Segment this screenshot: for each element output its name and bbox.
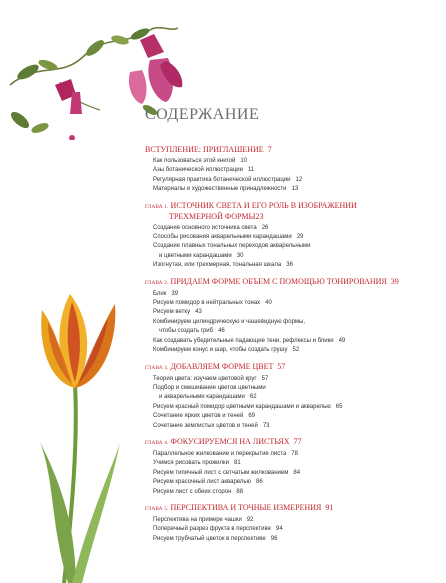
section-title: ПЕРСПЕКТИВА И ТОЧНЫЕ ИЗМЕРЕНИЯ	[170, 502, 322, 512]
section-page: 23	[255, 211, 264, 221]
toc-section-chapter-2	[145, 277, 441, 356]
section-heading	[145, 145, 441, 155]
section-heading	[145, 201, 441, 212]
section-page: 57	[277, 361, 286, 371]
toc-item: Как пользоваться этой книгой 10	[153, 158, 248, 164]
toc-item: Азы ботанической иллюстрации 11	[153, 167, 255, 174]
toc-item: Рисуем красный помидор цветными карандашами и акварелью 65	[153, 403, 343, 410]
toc-section-intro	[145, 145, 441, 195]
toc-item: Способы рисования акварельными карандашами 29	[153, 234, 304, 241]
toc-item: Изогнутая, или трехмерная, тональная шкала 36	[153, 262, 293, 269]
toc-item-continued: чтобы создать гриб 46	[159, 328, 225, 335]
toc-item: Рисуем красочный лист акварелью 86	[153, 479, 263, 486]
toc-item: Учимся рисовать прожилки 81	[153, 460, 241, 467]
chapter-prefix: ГЛАВА 4.	[145, 439, 169, 446]
section-page: 91	[325, 502, 334, 512]
toc-item: Рисуем трубчатый цветок в перспективе 96	[153, 535, 278, 542]
toc-item: Перспектива на примере чашки 92	[153, 516, 254, 523]
toc-item: Регулярная практика ботанической иллюстрации 12	[153, 176, 303, 183]
toc-section-chapter-4	[145, 437, 441, 497]
section-heading	[145, 362, 441, 373]
toc-item: Рисуем лист с обеих сторон 88	[153, 488, 244, 495]
section-page: 77	[293, 436, 302, 446]
toc-section-chapter-1	[145, 201, 441, 271]
section-title-line-2: ТРЕХМЕРНОЙ ФОРМЫ	[169, 211, 256, 221]
toc-item: Рисуем ветку 43	[153, 309, 202, 316]
section-title: ФОКУСИРУЕМСЯ НА ЛИСТЬЯХ	[170, 436, 290, 446]
toc-item: Создание плавных тональных переходов акварельными	[153, 243, 311, 250]
section-page: 7	[267, 145, 272, 154]
toc-item-continued: и цветными карандашами 30	[159, 252, 244, 259]
chapter-prefix: ГЛАВА 5.	[145, 505, 169, 512]
toc-item: Блик 39	[153, 290, 179, 297]
section-title: ДОБАВЛЯЕМ ФОРМЕ ЦВЕТ	[170, 361, 274, 371]
page-title: СОДЕРЖАНИЕ	[145, 106, 260, 123]
section-heading	[145, 437, 441, 448]
toc-item: Комбинируем цилиндрическую и чашевидную формы,	[153, 318, 306, 325]
toc-item: Поперечный разрез фрукта в перспективе 94	[153, 526, 283, 533]
section-page: 39	[390, 276, 399, 286]
toc-item: Теория цвета: изучаем цветовой круг 57	[153, 375, 269, 382]
toc-item: Комбинируем конус и шар, чтобы создать грушу 52	[153, 347, 300, 354]
tulip-illustration	[20, 292, 140, 583]
toc-item: Параллельное жилкование и перекрытие листа 78	[153, 450, 298, 457]
section-heading	[145, 503, 441, 514]
section-heading-continued	[145, 212, 441, 222]
toc-item: Подбор и смешивание цветов цветными	[153, 384, 266, 391]
section-title: ПРИДАЕМ ФОРМЕ ОБЪЕМ С ПОМОЩЬЮ ТОНИРОВАНИЯ	[170, 276, 387, 286]
toc-section-chapter-5	[145, 503, 441, 544]
table-of-contents	[145, 145, 441, 550]
chapter-prefix: ГЛАВА 2.	[145, 279, 169, 286]
chapter-prefix: ГЛАВА 3.	[145, 364, 169, 371]
chapter-prefix: ГЛАВА 1.	[145, 203, 169, 210]
toc-item-continued: и акварельными карандашами 62	[159, 394, 257, 401]
toc-item: Рисуем помидор в нейтральных тонах 40	[153, 300, 272, 307]
section-heading	[145, 277, 441, 288]
toc-item: Сочетание ярких цветов и теней 69	[153, 413, 256, 420]
section-title: ВСТУПЛЕНИЕ: ПРИГЛАШЕНИЕ	[145, 145, 264, 154]
toc-section-chapter-3	[145, 362, 441, 431]
toc-item: Как создавать убедительные падающие тени, рефлексы и блики 49	[153, 337, 346, 344]
toc-item: Сочетание землистых цветов и теней 73	[153, 422, 270, 429]
toc-item: Создание основного источника света 26	[153, 224, 269, 231]
section-title: ИСТОЧНИК СВЕТА И ЕГО РОЛЬ В ИЗОБРАЖЕНИИ	[170, 200, 357, 210]
toc-item: Материалы и художественные принадлежности 13	[153, 186, 299, 193]
toc-item: Рисуем типичный лист с сетчатым жилкованием 84	[153, 469, 301, 476]
